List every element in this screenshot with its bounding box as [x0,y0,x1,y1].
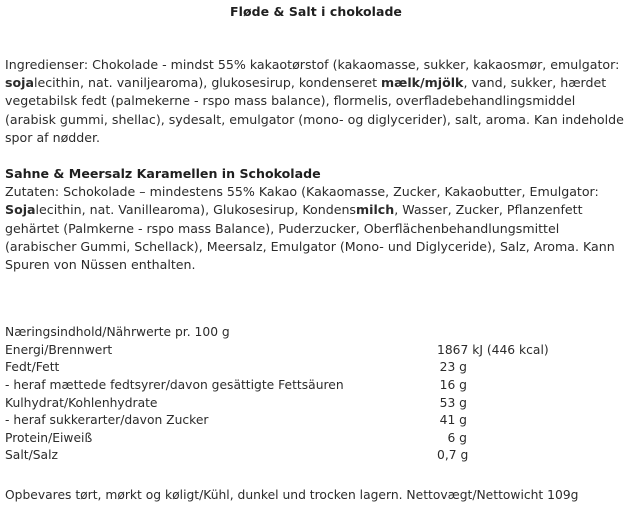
ingredient-text-run: Ingredienser: Chokolade - mindst 55% kakaotørstof (kakaomasse, sukker, kakaosmør, emulgator: [5,57,620,72]
nutrition-row [5,342,467,360]
nutrition-row [5,377,467,395]
nutrition-row [5,412,467,430]
nutrition-row-label: Energi/Brennwert [5,342,113,357]
ingredient-text-run: lecithin, nat. Vanillearoma), Glukosesirup, Kondens [35,202,356,218]
ingredient-allergen-emphasis: Soja [5,202,36,218]
nutrition-table-body [5,342,549,465]
nutrition-row-value: 1867 kJ (446 kcal) [437,342,549,357]
nutrition-row-value: 23 g [439,360,467,375]
ingredient-allergen-emphasis: soja [5,75,34,91]
nutrition-row-label: Salt/Salz [5,448,58,463]
nutrition-row-value: 6 g [447,430,467,445]
ingredient-allergen-emphasis: milch [356,202,395,218]
nutrition-row [5,359,467,377]
nutrition-heading: Næringsindhold/Nährwerte pr. 100 g [5,325,230,340]
german-product-heading: Sahne & Meersalz Karamellen in Schokolade [5,166,321,182]
ingredient-text-run: , vand, sukker, hærdet vegetabilsk fedt (palmekerne - rspo mass balance), flormelis, overfladebehandlingsmiddel (arabisk gummi, shellac), sydesalt, emulgator (mono- og diglycerider), salt, aroma. Kan indeholde spor af nødder. [5,75,624,145]
nutrition-row [5,395,467,413]
nutrition-row-value: 53 g [439,395,467,410]
danish-ingredients-text [5,56,627,147]
nutrition-row-label: - heraf sukkerarter/davon Zucker [5,413,209,428]
storage-instructions: Opbevares tørt, mørkt og køligt/Kühl, dunkel und trocken lagern. Nettovægt/Nettowicht 109g [5,487,579,502]
nutrition-row-label: Protein/Eiweiß [5,430,93,445]
nutrition-row [5,447,467,465]
nutrition-section [5,324,549,465]
nutrition-row-value: 16 g [439,378,467,393]
nutrition-row-value: 0,7 g [437,448,469,463]
ingredient-text-run: Zutaten: Schokolade – mindestens 55% Kakao (Kakaomasse, Zucker, Kakaobutter, Emulgator: [5,184,599,200]
ingredient-text-run: lecithin, nat. vaniljearoma), glukosesirup, kondenseret [33,75,382,91]
danish-ingredients-block [5,56,627,147]
page-title: Fløde & Salt i chokolade [230,4,402,19]
nutrition-row-label: - heraf mættede fedtsyrer/davon gesättigte Fettsäuren [5,378,344,393]
nutrition-row-value: 41 g [439,413,467,428]
nutrition-table [5,342,549,465]
german-ingredients-block [5,165,627,274]
ingredient-text-run: , Wasser, Zucker, Pflanzenfett gehärtet (Palmkerne - rspo mass Balance), Puderzucker, Oberflächenbehandlungsmittel (arabischer Gummi, Schellack), Meersalz, Emulgator (Mono- und Diglyceride), Salz, Aroma. Kann Spuren von Nüssen enthalten. [5,202,615,273]
german-ingredients-text [5,183,627,274]
nutrition-row [5,430,467,448]
nutrition-row-label: Fedt/Fett [5,360,60,375]
ingredient-allergen-emphasis: mælk/mjölk [381,75,464,91]
nutrition-row-label: Kulhydrat/Kohlenhydrate [5,395,158,410]
